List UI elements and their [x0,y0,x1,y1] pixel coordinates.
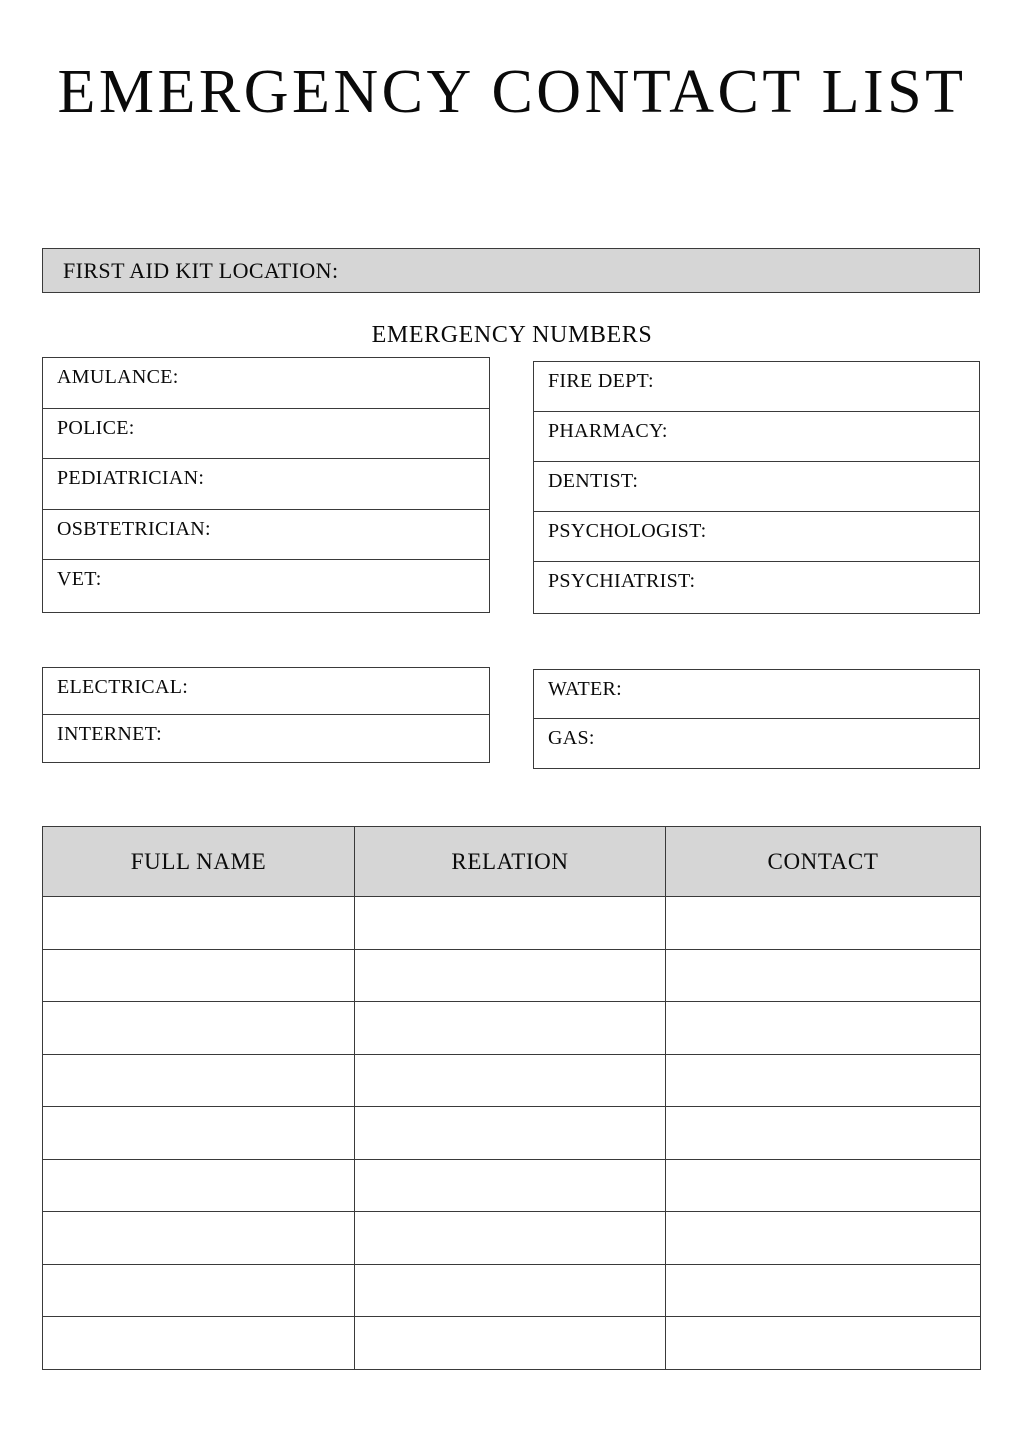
field-label-ambulance: AMULANCE: [57,366,179,388]
table-row[interactable] [43,897,981,950]
field-label-dentist: DENTIST: [548,470,639,492]
cell-contact[interactable] [666,949,981,1002]
utilities-left-box [42,667,490,763]
cell-relation[interactable] [355,1159,666,1212]
cell-full-name[interactable] [43,1159,355,1212]
table-row[interactable] [43,1159,981,1212]
page-title: EMERGENCY CONTACT LIST [57,58,967,126]
field-label-vet: VET: [57,568,102,591]
table-row[interactable] [43,1107,981,1160]
field-label-pharmacy: PHARMACY: [548,420,668,442]
field-row-police[interactable] [43,409,489,460]
field-label-electrical: ELECTRICAL: [57,676,189,698]
cell-relation[interactable] [355,1317,666,1370]
cell-contact[interactable] [666,1002,981,1055]
field-label-water: WATER: [548,678,623,700]
table-row[interactable] [43,1002,981,1055]
field-row-electrical[interactable] [43,668,489,715]
cell-full-name[interactable] [43,1107,355,1160]
emergency-numbers-left-box [42,357,490,613]
field-label-gas: GAS: [548,727,595,749]
field-label-pediatrician: PEDIATRICIAN: [57,467,205,490]
cell-full-name[interactable] [43,949,355,1002]
table-row[interactable] [43,1264,981,1317]
field-label-obstetrician: OSBTETRICIAN: [57,517,211,540]
cell-relation[interactable] [355,1054,666,1107]
cell-contact[interactable] [666,1107,981,1160]
cell-full-name[interactable] [43,1264,355,1317]
contacts-table-body [43,897,981,1370]
column-header-full-name: FULL NAME [43,827,355,897]
field-row-vet[interactable] [43,560,489,611]
field-row-psychologist[interactable] [534,512,979,562]
utilities-right-box [533,669,980,769]
contacts-table-head [43,827,981,897]
cell-contact[interactable] [666,1159,981,1212]
field-row-gas[interactable] [534,719,979,768]
emergency-numbers-right-box [533,361,980,614]
column-header-contact: CONTACT [666,827,981,897]
field-row-pediatrician[interactable] [43,459,489,510]
table-row[interactable] [43,1054,981,1107]
field-row-fire-dept[interactable] [534,362,979,412]
cell-contact[interactable] [666,1212,981,1265]
field-row-ambulance[interactable] [43,358,489,409]
field-row-internet[interactable] [43,715,489,762]
table-header-row [43,827,981,897]
first-aid-kit-location-label: FIRST AID KIT LOCATION: [63,257,339,283]
field-row-obstetrician[interactable] [43,510,489,561]
first-aid-kit-location-field[interactable] [42,248,980,293]
cell-contact[interactable] [666,1054,981,1107]
field-label-internet: INTERNET: [57,723,163,745]
cell-full-name[interactable] [43,897,355,950]
cell-contact[interactable] [666,897,981,950]
field-label-psychologist: PSYCHOLOGIST: [548,520,707,542]
table-row[interactable] [43,949,981,1002]
field-label-police: POLICE: [57,416,135,439]
cell-relation[interactable] [355,1212,666,1265]
cell-contact[interactable] [666,1317,981,1370]
emergency-numbers-heading: EMERGENCY NUMBERS [371,322,653,348]
cell-full-name[interactable] [43,1317,355,1370]
contacts-table [42,826,981,1370]
cell-full-name[interactable] [43,1002,355,1055]
cell-relation[interactable] [355,1264,666,1317]
cell-full-name[interactable] [43,1212,355,1265]
cell-relation[interactable] [355,949,666,1002]
cell-full-name[interactable] [43,1054,355,1107]
field-label-psychiatrist: PSYCHIATRIST: [548,570,696,592]
field-row-pharmacy[interactable] [534,412,979,462]
field-label-fire-dept: FIRE DEPT: [548,370,654,392]
cell-relation[interactable] [355,1107,666,1160]
cell-contact[interactable] [666,1264,981,1317]
field-row-water[interactable] [534,670,979,719]
field-row-psychiatrist[interactable] [534,562,979,612]
cell-relation[interactable] [355,897,666,950]
table-row[interactable] [43,1212,981,1265]
cell-relation[interactable] [355,1002,666,1055]
column-header-relation: RELATION [355,827,666,897]
table-row[interactable] [43,1317,981,1370]
field-row-dentist[interactable] [534,462,979,512]
